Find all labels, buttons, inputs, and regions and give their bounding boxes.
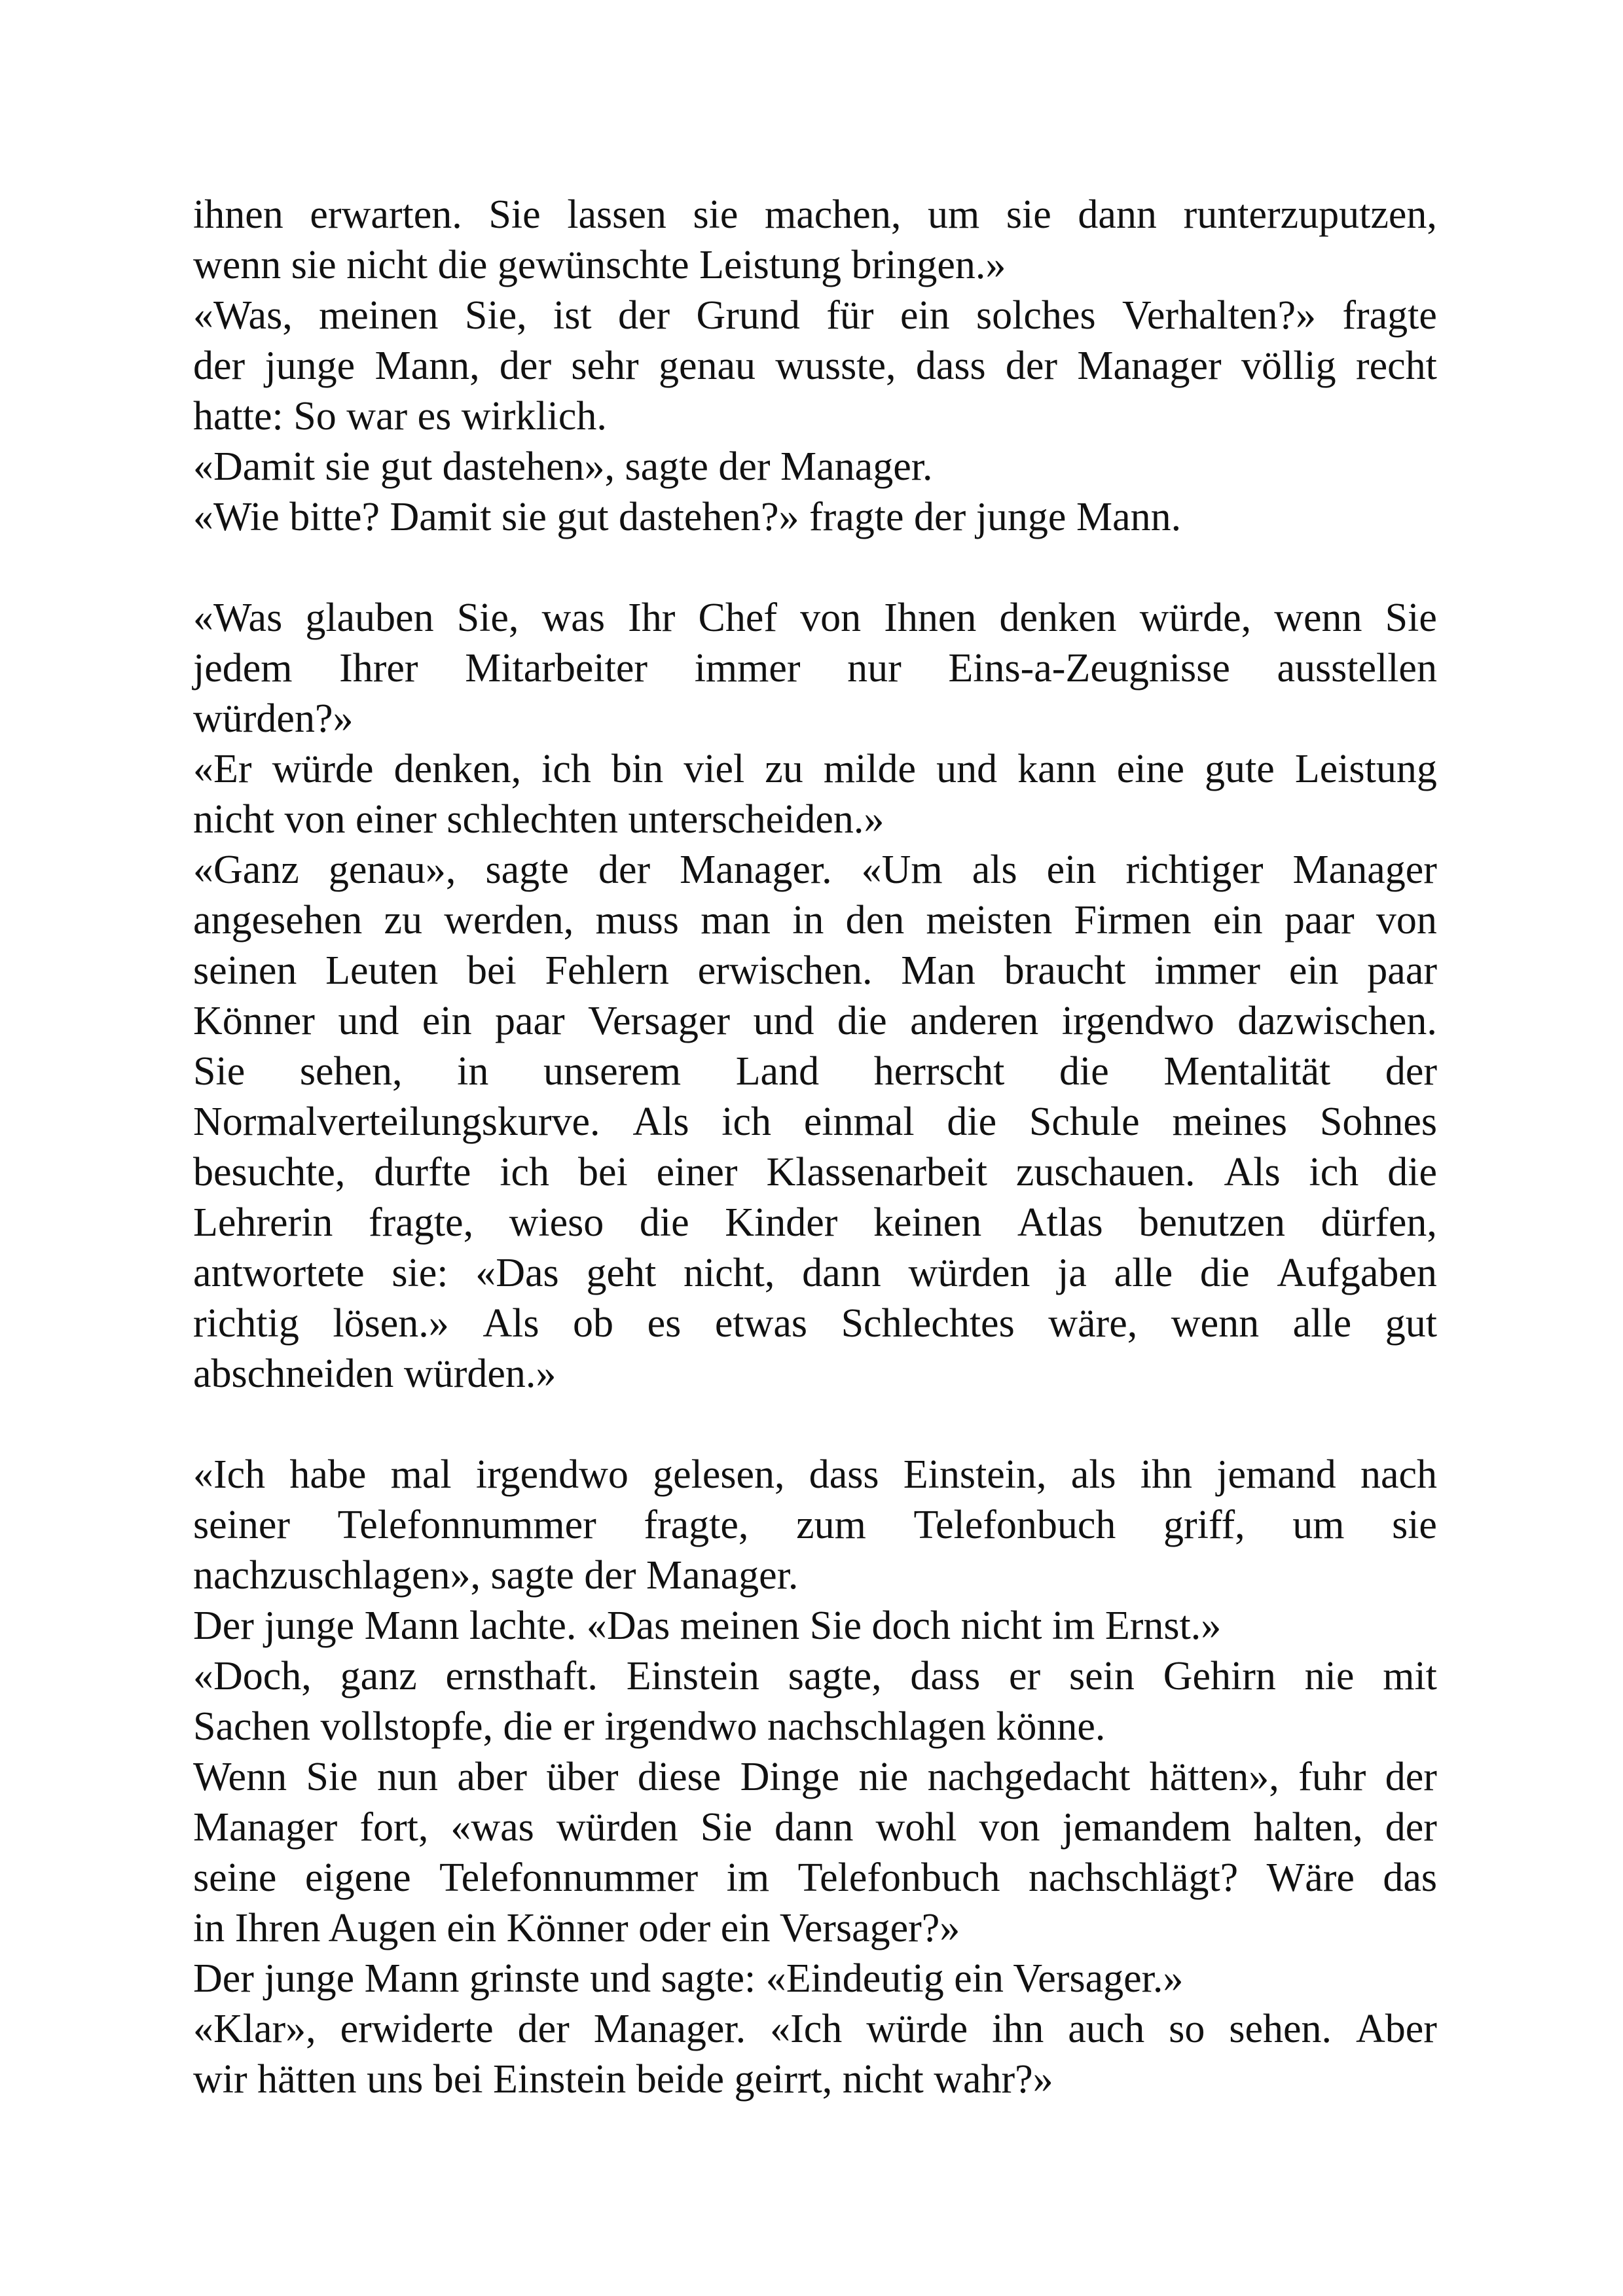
text-line: würden?» bbox=[193, 696, 354, 741]
text-line: «Klar», erwiderte der Manager. «Ich würde ihn auch so sehen. Aber bbox=[193, 2007, 1437, 2051]
text-line: «Wie bitte? Damit sie gut dastehen?» fragte der junge Mann. bbox=[193, 495, 1182, 539]
text-line: besuchte, durfte ich bei einer Klassenarbeit zuschauen. Als ich die bbox=[193, 1150, 1437, 1194]
text-line: der junge Mann, der sehr genau wusste, dass der Manager völlig recht bbox=[193, 344, 1437, 388]
text-line: «Ich habe mal irgendwo gelesen, dass Einstein, als ihn jemand nach bbox=[193, 1452, 1437, 1497]
paragraph-block bbox=[193, 593, 1437, 1399]
text-line: Sachen vollstopfe, die er irgendwo nachschlagen könne. bbox=[193, 1704, 1106, 1749]
text-line: Manager fort, «was würden Sie dann wohl von jemandem halten, der bbox=[193, 1805, 1437, 1850]
text-line: abschneiden würden.» bbox=[193, 1352, 556, 1396]
text-line: «Was glauben Sie, was Ihr Chef von Ihnen denken würde, wenn Sie bbox=[193, 596, 1437, 640]
text-line: seiner Telefonnummer fragte, zum Telefonbuch griff, um sie bbox=[193, 1503, 1437, 1547]
text-line: in Ihren Augen ein Könner oder ein Versager?» bbox=[193, 1906, 960, 1950]
text-line: jedem Ihrer Mitarbeiter immer nur Eins-a-Zeugnisse ausstellen bbox=[193, 646, 1437, 691]
text-line: Wenn Sie nun aber über diese Dinge nie nachgedacht hätten», fuhr der bbox=[193, 1755, 1437, 1799]
text-line: hatte: So war es wirklich. bbox=[193, 394, 607, 439]
text-line: nicht von einer schlechten unterscheiden.» bbox=[193, 797, 884, 842]
document-page bbox=[193, 190, 1437, 2105]
text-line: wenn sie nicht die gewünschte Leistung bringen.» bbox=[193, 243, 1006, 287]
text-line: wir hätten uns bei Einstein beide geirrt, nicht wahr?» bbox=[193, 2057, 1053, 2102]
text-line: Normalverteilungskurve. Als ich einmal die Schule meines Sohnes bbox=[193, 1100, 1437, 1144]
paragraph-block bbox=[193, 1450, 1437, 2105]
text-line: angesehen zu werden, muss man in den meisten Firmen ein paar von bbox=[193, 898, 1437, 942]
paragraph-block bbox=[193, 190, 1437, 543]
text-line: Könner und ein paar Versager und die anderen irgendwo dazwischen. bbox=[193, 999, 1437, 1043]
text-line: seine eigene Telefonnummer im Telefonbuch nachschlägt? Wäre das bbox=[193, 1856, 1437, 1900]
text-line: seinen Leuten bei Fehlern erwischen. Man braucht immer ein paar bbox=[193, 948, 1437, 993]
text-line: ihnen erwarten. Sie lassen sie machen, um sie dann runterzuputzen, bbox=[193, 192, 1437, 237]
text-line: «Damit sie gut dastehen», sagte der Manager. bbox=[193, 444, 933, 489]
text-line: Lehrerin fragte, wieso die Kinder keinen Atlas benutzen dürfen, bbox=[193, 1200, 1437, 1245]
text-line: Der junge Mann grinste und sagte: «Eindeutig ein Versager.» bbox=[193, 1956, 1184, 2001]
text-line: «Ganz genau», sagte der Manager. «Um als ein richtiger Manager bbox=[193, 848, 1437, 892]
text-line: antwortete sie: «Das geht nicht, dann würden ja alle die Aufgaben bbox=[193, 1251, 1437, 1295]
text-line: richtig lösen.» Als ob es etwas Schlechtes wäre, wenn alle gut bbox=[193, 1301, 1437, 1346]
text-line: Der junge Mann lachte. «Das meinen Sie doch nicht im Ernst.» bbox=[193, 1604, 1222, 1648]
text-line: Sie sehen, in unserem Land herrscht die Mentalität der bbox=[193, 1049, 1437, 1094]
text-line: «Doch, ganz ernsthaft. Einstein sagte, dass er sein Gehirn nie mit bbox=[193, 1654, 1437, 1698]
text-line: nachzuschlagen», sagte der Manager. bbox=[193, 1553, 799, 1598]
text-line: «Was, meinen Sie, ist der Grund für ein solches Verhalten?» fragte bbox=[193, 293, 1437, 338]
text-line: «Er würde denken, ich bin viel zu milde und kann eine gute Leistung bbox=[193, 747, 1437, 791]
